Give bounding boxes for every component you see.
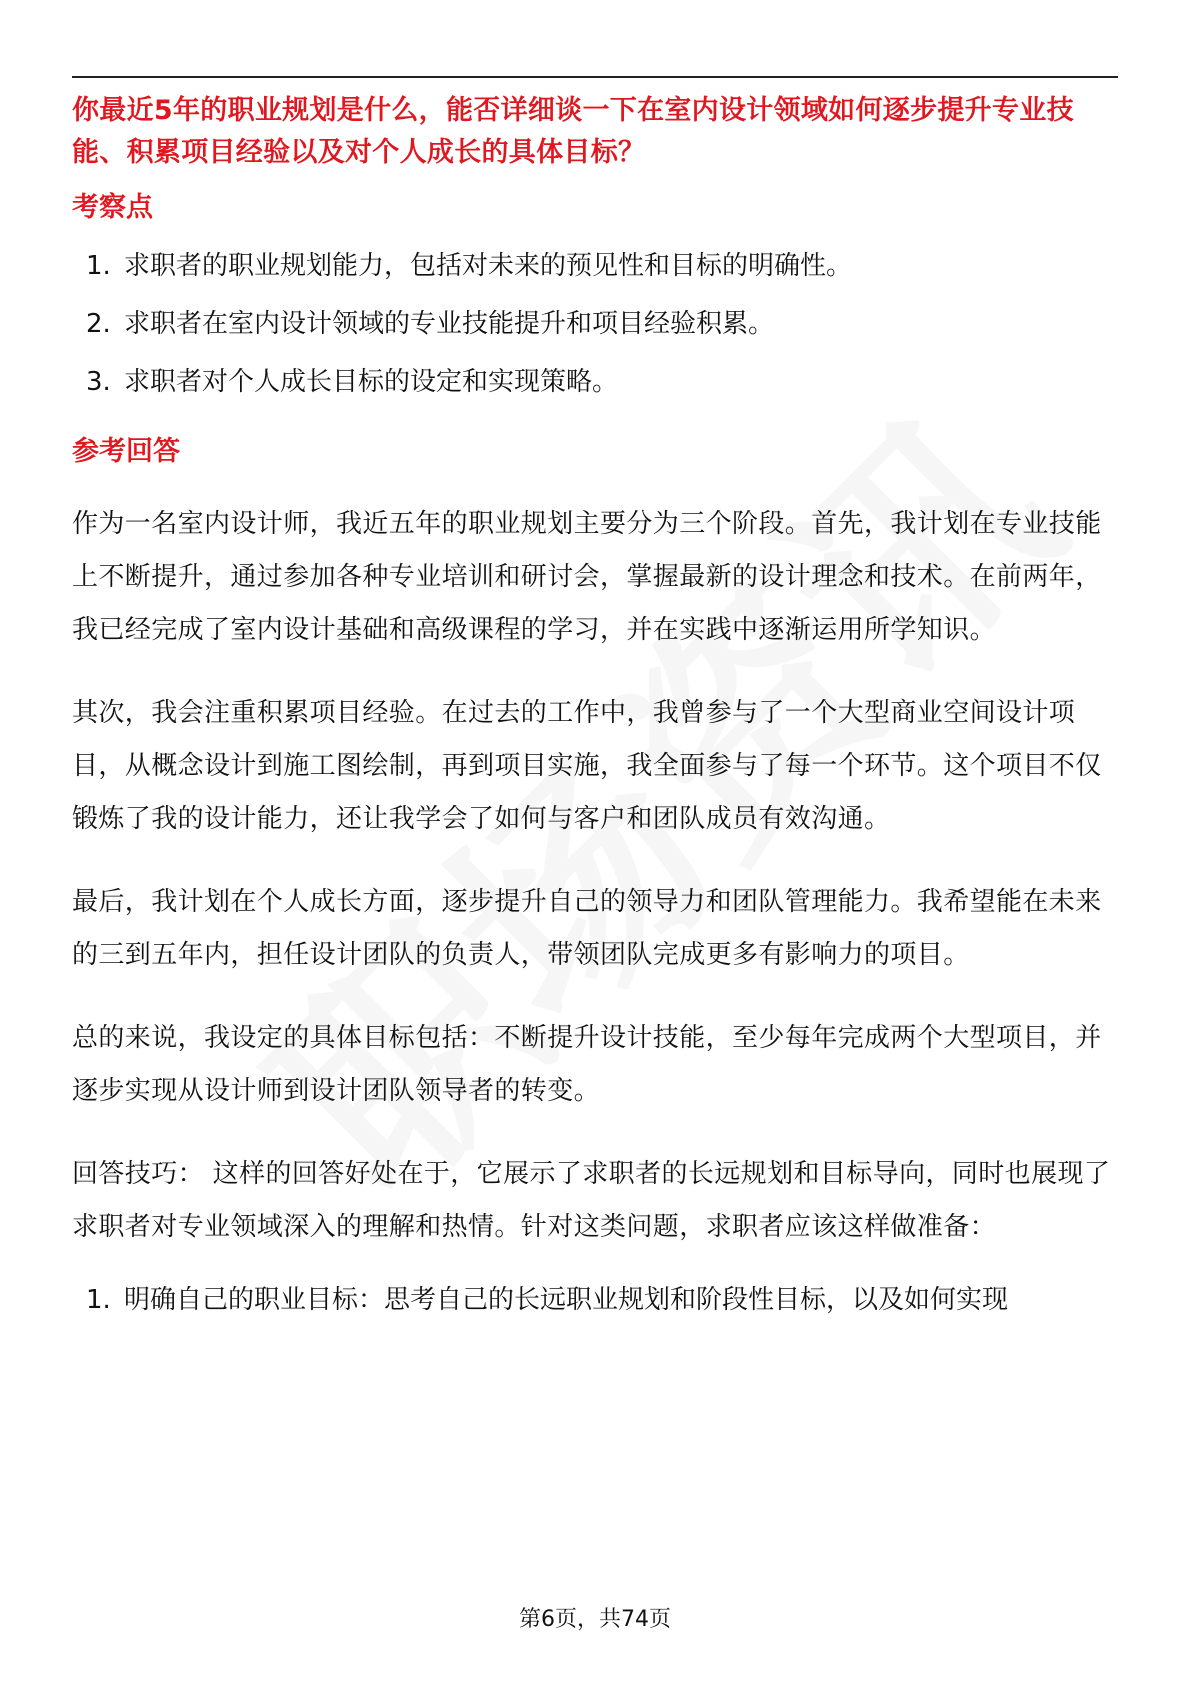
interview-question: 你最近5年的职业规划是什么，能否详细谈一下在室内设计领域如何逐步提升专业技能、积累项目经验以及对个人成长的具体目标？ [72,95,1074,168]
list-number: 1. [86,1285,111,1315]
page-number: 第6页，共74页 [519,1607,671,1632]
list-item [72,362,1122,402]
answer-paragraph: 作为一名室内设计师，我近五年的职业规划主要分为三个阶段。首先，我计划在专业技能上不断提升，通过参加各种专业培训和研讨会，掌握最新的设计理念和技术。在前两年，我已经完成了室内设计基础和高级课程的学习，并在实践中逐渐运用所学知识。 [72,509,1102,645]
focus-heading: 考察点 [72,192,153,223]
list-number: 2. [86,309,111,339]
tips-list [72,1280,1122,1320]
list-item [72,1280,1122,1320]
page-content [72,90,1122,1338]
list-text: 求职者对个人成长目标的设定和实现策略。 [124,367,619,397]
answer-tips-paragraph: 回答技巧： 这样的回答好处在于，它展示了求职者的长远规划和目标导向，同时也展现了求职者对专业领域深入的理解和热情。针对这类问题，求职者应该这样做准备： [72,1159,1111,1242]
answer-paragraph: 总的来说，我设定的具体目标包括：不断提升设计技能，至少每年完成两个大型项目，并逐步实现从设计师到设计团队领导者的转变。 [72,1023,1102,1106]
list-item [72,304,1122,344]
answer-paragraph: 其次，我会注重积累项目经验。在过去的工作中，我曾参与了一个大型商业空间设计项目，从概念设计到施工图绘制，再到项目实施，我全面参与了每一个环节。这个项目不仅锻炼了我的设计能力，还让我学会了如何与客户和团队成员有效沟通。 [72,698,1102,834]
list-text: 求职者在室内设计领域的专业技能提升和项目经验积累。 [124,309,775,339]
list-text: 明确自己的职业目标：思考自己的长远职业规划和阶段性目标，以及如何实现 [124,1285,1009,1315]
list-number: 3. [86,367,111,397]
list-text: 求职者的职业规划能力，包括对未来的预见性和目标的明确性。 [124,251,853,281]
answer-paragraph: 最后，我计划在个人成长方面，逐步提升自己的领导力和团队管理能力。我希望能在未来的三到五年内，担任设计团队的负责人，带领团队完成更多有影响力的项目。 [72,887,1102,970]
list-item [72,246,1122,286]
focus-list [72,246,1122,402]
answer-heading: 参考回答 [72,436,180,467]
list-number: 1. [86,251,111,281]
top-divider [72,76,1118,78]
